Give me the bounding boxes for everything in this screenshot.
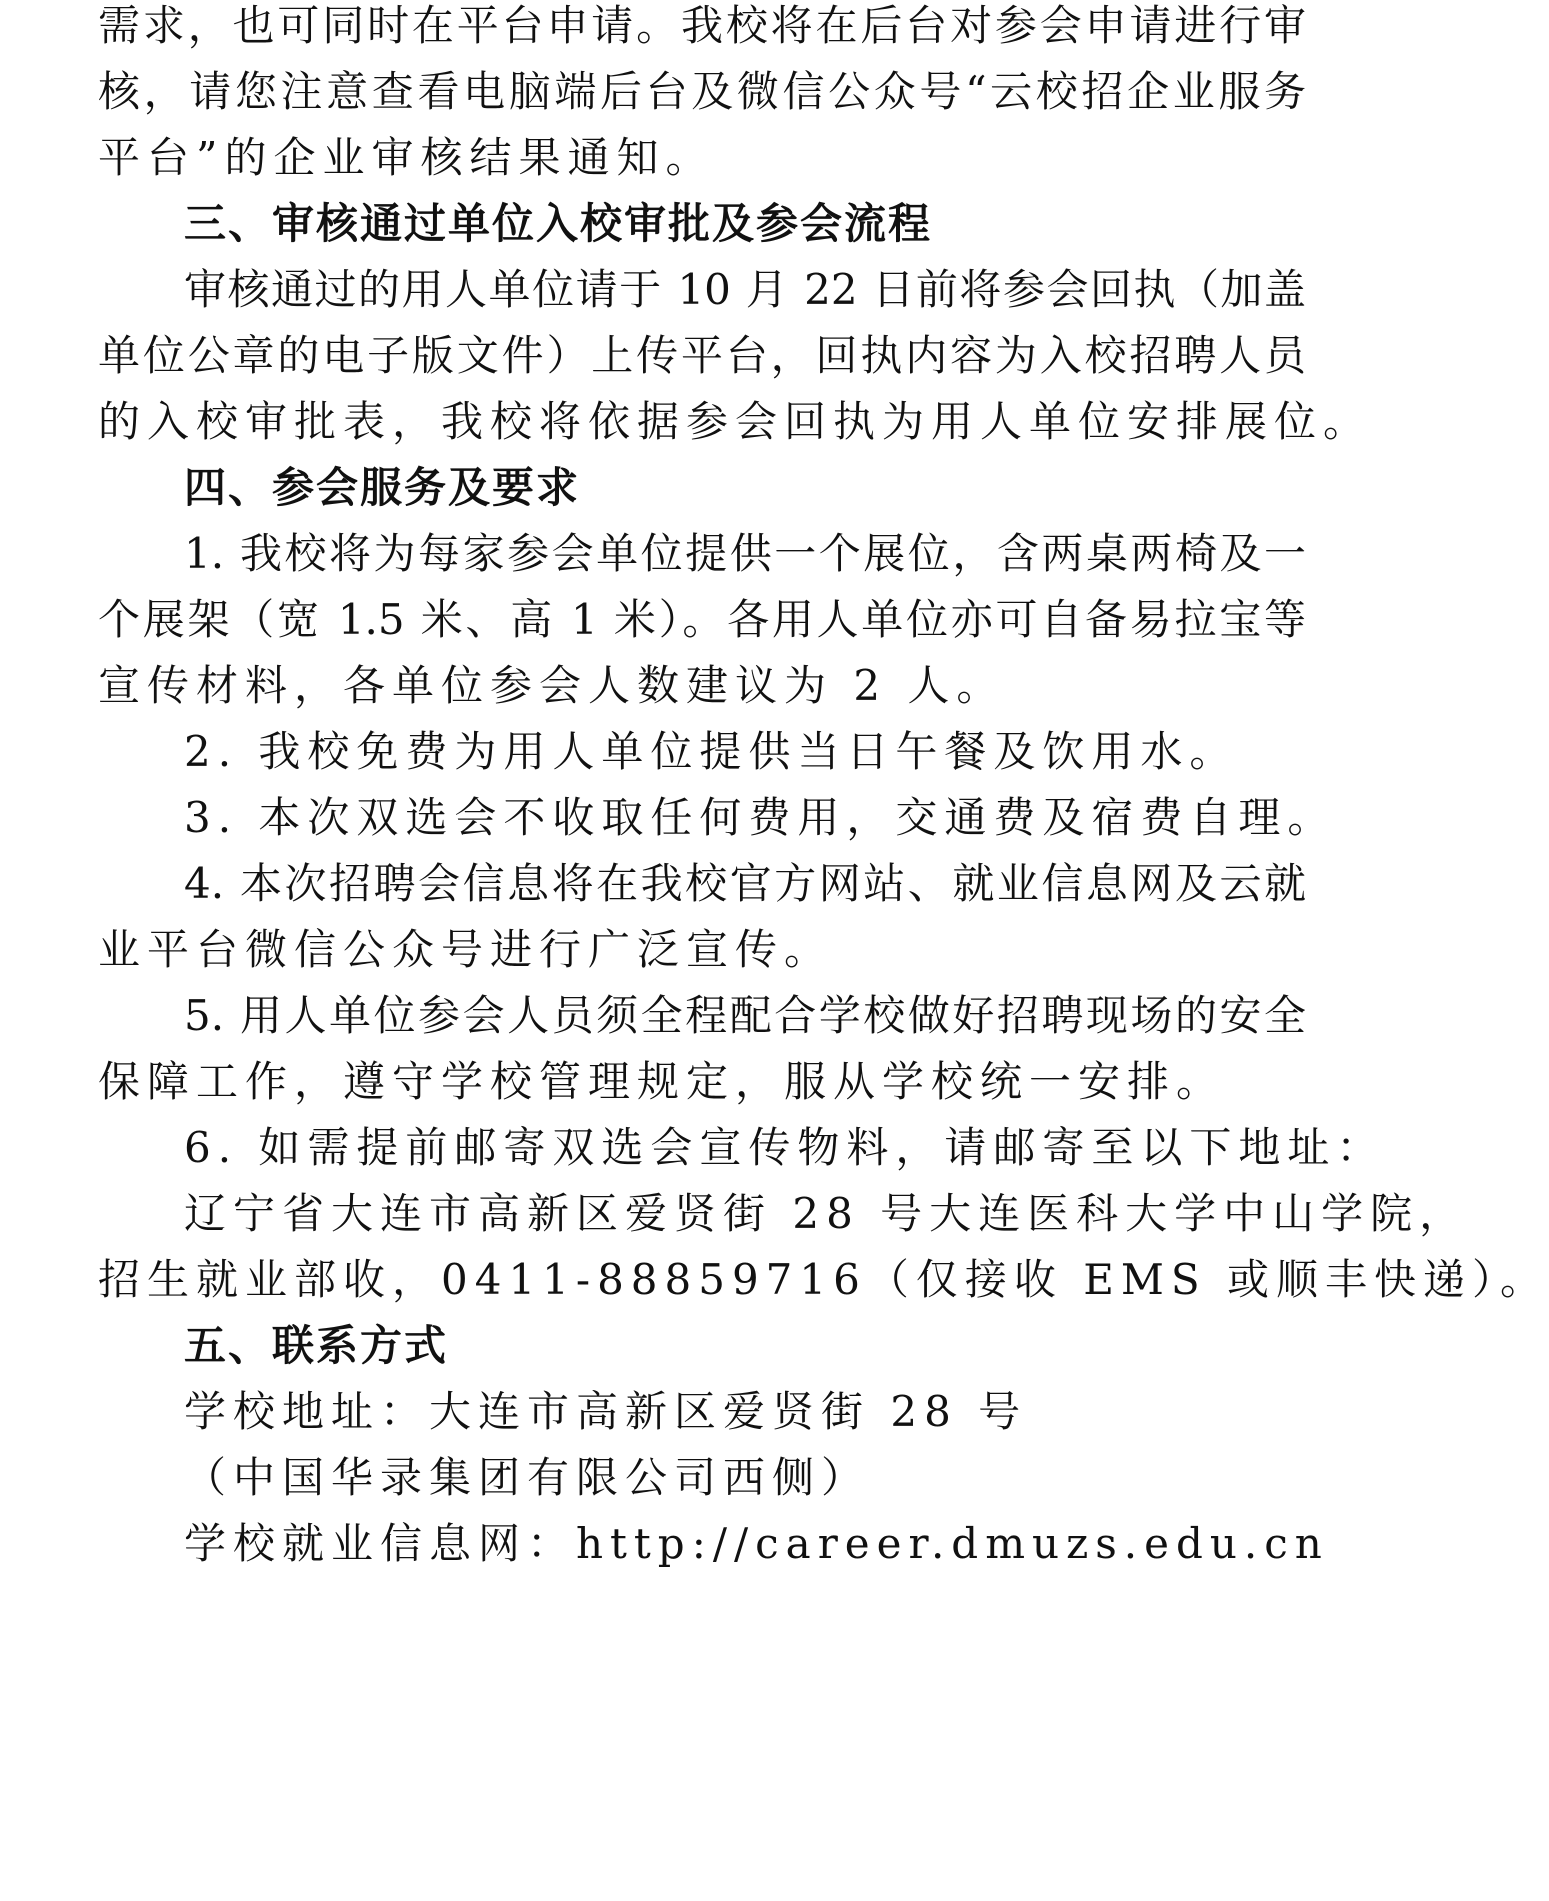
paragraph-line: 核，请您注意查看电脑端后台及微信公众号“云校招企业服务 bbox=[98, 67, 1306, 116]
list-item-1: 1. 我校将为每家参会单位提供一个展位，含两桌两椅及一 bbox=[184, 529, 1306, 578]
mailing-recipient: 招生就业部收，0411-88859716（仅接收 EMS 或顺丰快递）。 bbox=[98, 1255, 1549, 1304]
list-item-3: 3. 本次双选会不收取任何费用，交通费及宿费自理。 bbox=[184, 793, 1337, 842]
section-heading-5: 五、联系方式 bbox=[184, 1321, 449, 1370]
paragraph-line: 单位公章的电子版文件）上传平台，回执内容为入校招聘人员 bbox=[98, 331, 1306, 380]
list-item-1-cont: 宣传材料，各单位参会人数建议为 2 人。 bbox=[98, 661, 1006, 710]
mailing-address: 辽宁省大连市高新区爱贤街 28 号大连医科大学中山学院， bbox=[184, 1189, 1469, 1238]
paragraph-line: 的入校审批表，我校将依据参会回执为用人单位安排展位。 bbox=[98, 397, 1373, 446]
list-item-6: 6. 如需提前邮寄双选会宣传物料，请邮寄至以下地址： bbox=[184, 1123, 1386, 1172]
paragraph-line: 审核通过的用人单位请于 10 月 22 日前将参会回执（加盖 bbox=[184, 265, 1306, 314]
paragraph-line: 需求，也可同时在平台申请。我校将在后台对参会申请进行审 bbox=[98, 1, 1306, 50]
list-item-5-cont: 保障工作，遵守学校管理规定，服从学校统一安排。 bbox=[98, 1057, 1226, 1106]
school-address-note: （中国华录集团有限公司西侧） bbox=[184, 1453, 871, 1502]
list-item-2: 2. 我校免费为用人单位提供当日午餐及饮用水。 bbox=[184, 727, 1239, 776]
career-website: 学校就业信息网：http://career.dmuzs.edu.cn bbox=[184, 1519, 1329, 1568]
list-item-5: 5. 用人单位参会人员须全程配合学校做好招聘现场的安全 bbox=[184, 991, 1306, 1040]
list-item-1-cont: 个展架（宽 1.5 米、高 1 米）。各用人单位亦可自备易拉宝等 bbox=[98, 595, 1306, 644]
section-heading-4: 四、参会服务及要求 bbox=[184, 463, 581, 512]
section-heading-3: 三、审核通过单位入校审批及参会流程 bbox=[184, 199, 933, 248]
list-item-4: 4. 本次招聘会信息将在我校官方网站、就业信息网及云就 bbox=[184, 859, 1306, 908]
paragraph-line: 平台”的企业审核结果通知。 bbox=[98, 133, 715, 182]
list-item-4-cont: 业平台微信公众号进行广泛宣传。 bbox=[98, 925, 834, 974]
school-address: 学校地址：大连市高新区爱贤街 28 号 bbox=[184, 1387, 1028, 1436]
